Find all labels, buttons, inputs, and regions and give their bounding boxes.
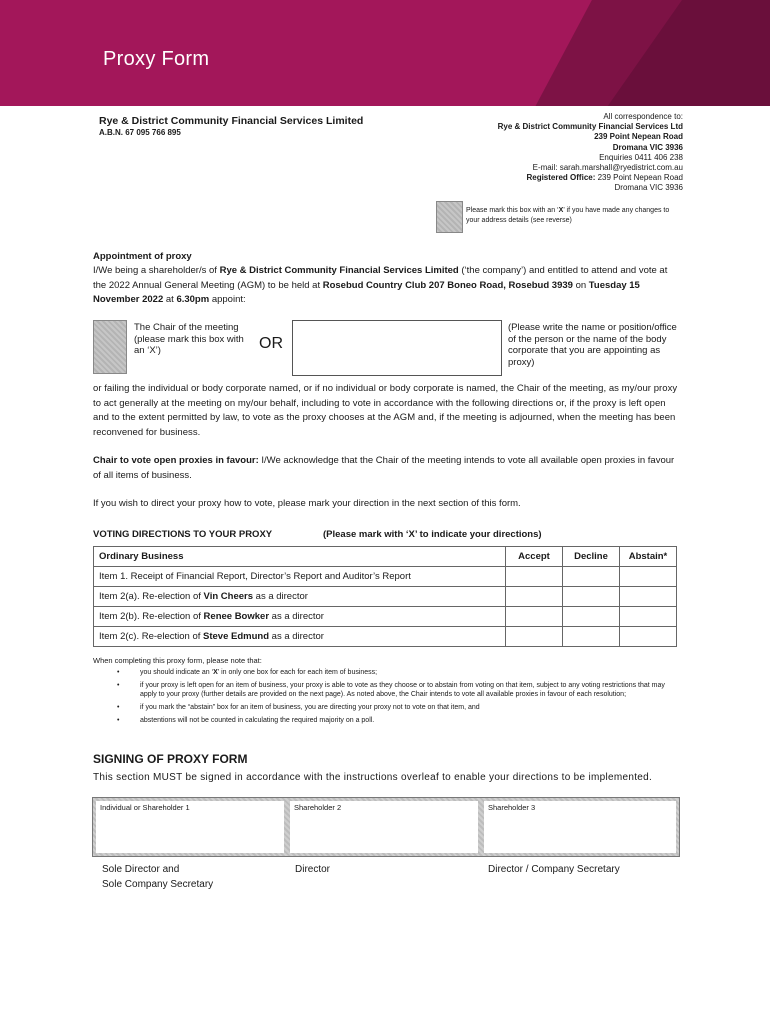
- chair-open-proxies: [93, 454, 683, 483]
- bullet: •: [117, 717, 120, 724]
- role-line: Sole Director and: [102, 864, 180, 875]
- registered-office-city: Dromana VIC 3936: [614, 183, 683, 193]
- abstain-checkbox[interactable]: [620, 607, 677, 627]
- voting-heading: VOTING DIRECTIONS TO YOUR PROXY: [93, 529, 273, 540]
- signature-box-label: Shareholder 3: [488, 803, 536, 812]
- page-title: Proxy Form: [103, 48, 210, 70]
- address-change-note: [466, 206, 676, 225]
- decline-checkbox[interactable]: [563, 587, 620, 607]
- company-name: Rye & District Community Financial Services Limited: [99, 115, 364, 127]
- signature-role-1: [102, 862, 213, 892]
- appt-time: 6.30pm: [176, 294, 210, 305]
- item-text: as a director: [253, 591, 308, 602]
- item-label: [94, 627, 506, 647]
- note-text: abstentions will not be counted in calculating the required majority on a poll.: [140, 717, 375, 724]
- appt-part: (‘the company’) and entitled to attend and vote at the 2022 Annual General Meeting (AGM) to be held at: [93, 265, 668, 291]
- accept-checkbox[interactable]: [506, 607, 563, 627]
- list-item: [93, 681, 683, 699]
- correspondence-intro: All correspondence to:: [603, 112, 683, 121]
- correspondence-email: E-mail: sarah.marshall@ryedistrict.com.au: [532, 163, 683, 173]
- direct-proxy-text: If you wish to direct your proxy how to vote, please mark your direction in the next section of this form.: [93, 498, 521, 509]
- accept-checkbox[interactable]: [506, 587, 563, 607]
- correspondence-enquiries: Enquiries 0411 406 238: [599, 152, 683, 162]
- signing-text: This section MUST be signed in accordance with the instructions overleaf to enable your directions to be implemented.: [93, 772, 653, 783]
- proxy-name-note: (Please write the name or position/office of the person or the name of the body corporate that you are appointing as proxy): [508, 322, 677, 368]
- item-text: Item 2(a). Re-election of: [99, 591, 204, 602]
- appt-company: Rye & District Community Financial Services Limited: [219, 265, 459, 276]
- appt-part: appoint:: [209, 294, 246, 305]
- list-item: [93, 703, 683, 712]
- chair-label: The Chair of the meeting (please mark this box with an ‘X’): [134, 322, 244, 356]
- appt-part: I/We being a shareholder/s of: [93, 265, 220, 276]
- item-name: Vin Cheers: [203, 591, 254, 602]
- decline-checkbox[interactable]: [563, 627, 620, 647]
- voting-instruction: (Please mark with ‘X’ to indicate your directions): [323, 529, 542, 540]
- col-ordinary-business: Ordinary Business: [94, 547, 506, 567]
- note-text: if you mark the “abstain” box for an item of business, you are directing your proxy not to vote on that item, and: [140, 704, 480, 711]
- signature-box-label: Individual or Shareholder 1: [100, 803, 190, 812]
- registered-office-value: 239 Point Nepean Road: [595, 173, 683, 183]
- chair-open-text: I/We acknowledge that the Chair of the meeting intends to vote all available open proxies in favour of all items of business.: [93, 455, 675, 481]
- appointment-heading: Appointment of proxy: [93, 251, 192, 262]
- item-label: [94, 587, 506, 607]
- signature-grid: [92, 797, 680, 857]
- item-label: [94, 567, 506, 587]
- correspondence-company: Rye & District Community Financial Services Ltd: [497, 122, 683, 132]
- decline-checkbox[interactable]: [563, 607, 620, 627]
- or-label: OR: [259, 335, 283, 352]
- signature-box-shareholder-1[interactable]: [96, 801, 284, 853]
- role-line: Sole Company Secretary: [102, 879, 214, 890]
- bullet: •: [117, 682, 120, 689]
- bullet: •: [117, 704, 120, 711]
- accept-checkbox[interactable]: [506, 567, 563, 587]
- table-row: [94, 607, 677, 627]
- note-text: if your proxy is left open for an item of business, your proxy is able to vote as they choose or to abstain from voting on that item, subject to any voting restrictions that may apply to your proxy (further details are provided on the next page). As noted above, the Chair intends to vote all available proxies in favour of each resolution;: [140, 682, 665, 698]
- appt-date: Tuesday 15 November 2022: [93, 279, 640, 305]
- table-row: [94, 627, 677, 647]
- voting-table: [93, 546, 677, 647]
- note-x: X: [213, 669, 218, 676]
- accept-checkbox[interactable]: [506, 627, 563, 647]
- item-text: as a director: [269, 631, 324, 642]
- appointment-text: [93, 264, 683, 308]
- note-text: you should indicate an ‘: [140, 669, 214, 676]
- notes-heading: When completing this proxy form, please note that:: [93, 656, 262, 665]
- note-text: ’ in only one box for each for each item of business;: [217, 669, 378, 676]
- header-banner: [0, 0, 770, 106]
- item-label: [94, 607, 506, 627]
- col-accept: Accept: [506, 547, 563, 567]
- correspondence-address2: Dromana VIC 3936: [612, 142, 683, 152]
- address-note-x: X: [558, 207, 564, 214]
- address-change-checkbox[interactable]: [436, 201, 463, 233]
- item-text: Item 1. Receipt of Financial Report, Director’s Report and Auditor’s Report: [99, 571, 411, 582]
- decline-checkbox[interactable]: [563, 567, 620, 587]
- correspondence-address1: 239 Point Nepean Road: [594, 132, 683, 142]
- item-name: Steve Edmund: [203, 631, 270, 642]
- abstain-checkbox[interactable]: [620, 587, 677, 607]
- appt-venue: Rosebud Country Club 207 Boneo Road, Rosebud 3939: [322, 279, 573, 291]
- appt-part: at: [163, 294, 177, 305]
- chair-checkbox[interactable]: [93, 320, 127, 374]
- signature-role-2: Director: [295, 864, 331, 875]
- table-row: [94, 567, 677, 587]
- item-name: Renee Bowker: [203, 611, 270, 622]
- chair-open-heading: Chair to vote open proxies in favour:: [93, 455, 259, 466]
- address-note-part: ’ if you have made any changes to your address details (see reverse): [466, 207, 670, 224]
- item-text: Item 2(b). Re-election of: [99, 611, 204, 622]
- list-item: [93, 716, 683, 725]
- signing-heading: SIGNING OF PROXY FORM: [93, 752, 248, 766]
- voting-header-row: [94, 547, 677, 567]
- signature-box-shareholder-2[interactable]: [290, 801, 478, 853]
- proxy-name-input[interactable]: [292, 320, 502, 376]
- registered-office-label: Registered Office:: [526, 173, 596, 183]
- company-abn: A.B.N. 67 095 766 895: [99, 128, 181, 137]
- abstain-checkbox[interactable]: [620, 627, 677, 647]
- item-text: as a director: [269, 611, 324, 622]
- col-abstain: Abstain*: [620, 547, 677, 567]
- signature-box-shareholder-3[interactable]: [484, 801, 676, 853]
- abstain-checkbox[interactable]: [620, 567, 677, 587]
- signature-box-label: Shareholder 2: [294, 803, 342, 812]
- notes-list: [93, 664, 683, 725]
- list-item: [93, 668, 683, 677]
- appt-part: on: [572, 279, 589, 291]
- correspondence-block: [498, 112, 683, 194]
- failing-text: or failing the individual or body corporate named, or if no individual or body corporate is named, the Chair of the meeting, as my/our proxy to act generally at the meeting on my/our behalf, including to vote in accordance with the following directions or, if the proxy is left open and to the extent permitted by law, to vote as the proxy chooses at the AGM and, if the meeting is adjourned, when the meeting has been reconvened for business.: [93, 383, 678, 438]
- address-note-part: Please mark this box with an ‘: [466, 207, 559, 214]
- signature-role-3: Director / Company Secretary: [488, 864, 620, 875]
- item-text: Item 2(c). Re-election of: [99, 631, 204, 642]
- table-row: [94, 587, 677, 607]
- bullet: •: [117, 669, 120, 676]
- col-decline: Decline: [563, 547, 620, 567]
